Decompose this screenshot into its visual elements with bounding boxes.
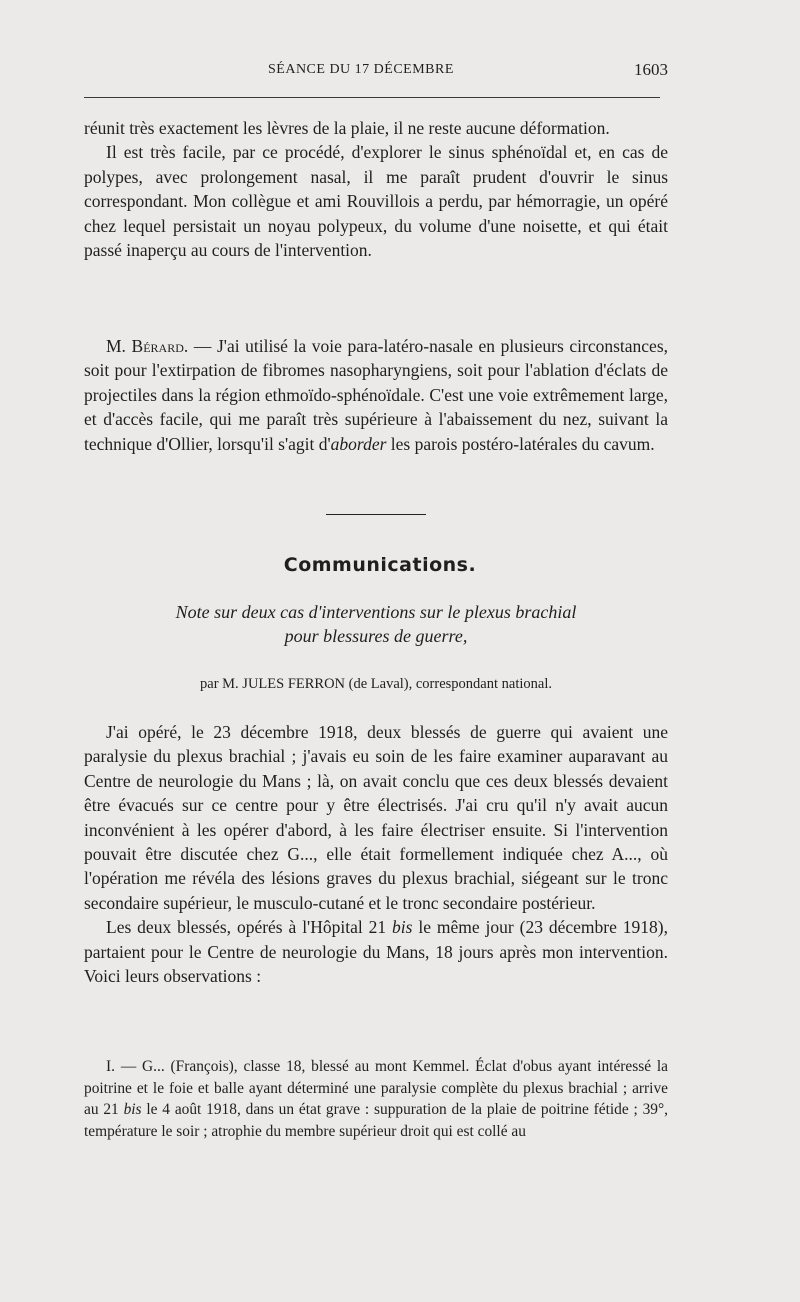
observation-block — [84, 1056, 668, 1142]
page-header — [84, 58, 668, 86]
berard-section — [84, 334, 668, 456]
observation-text-2: le 4 août 1918, dans un état grave : suppuration de la plaie de poitrine fétide ; 39°, température le soir ; atrophie du membre supérieur droit qui est collé au — [84, 1101, 668, 1140]
intro-section — [84, 116, 668, 262]
article-title-line-2: pour blessures de guerre, — [284, 626, 468, 646]
body-p2-text-2: le même jour (23 décembre 1918), partaient pour le Centre de neurologie du Mans, 18 jours après mon intervention. Voici leurs observations : — [84, 917, 668, 987]
berard-emphasis: aborder — [330, 433, 387, 454]
running-title: SÉANCE DU 17 DÉCEMBRE — [268, 62, 454, 77]
observation-paragraph — [84, 1056, 668, 1142]
header-rule — [84, 97, 660, 98]
intro-paragraph-1: réunit très exactement les lèvres de la plaie, il ne reste aucune déformation. — [84, 118, 610, 138]
berard-text-1: — J'ai utilisé la voie para-latéro-nasale en plusieurs circonstances, soit pour l'extirpation de fibromes nasopharyngiens, soit pour l'ablation d'éclats de projectiles dans la région ethmoïdo-sphénoïdale. C'est une voie extrêmement large, et d'accès facile, qui me paraît très supérieure à l'abaissement du nez, suivant la technique d'Ollier, lorsqu'il s'agit d' — [84, 336, 669, 454]
berard-text-2: les parois postéro-latérales du cavum. — [386, 433, 655, 454]
section-title: Communications. — [283, 554, 477, 576]
article-title-line-1: Note sur deux cas d'interventions sur le plexus brachial — [175, 602, 577, 622]
body-paragraph-1: J'ai opéré, le 23 décembre 1918, deux blessés de guerre qui avaient une paralysie du plexus brachial ; j'avais eu soin de les faire examiner auparavant au Centre de neurologie du Mans ; là, on avait conclu que ces deux blessés devaient être évacués sur ce centre pour y être électrisés. J'ai cru qu'il n'y avait aucun inconvénient à les opérer d'abord, à les faire électriser ensuite. Si l'intervention pouvait être discutée chez G..., elle était formellement indiquée chez A..., où l'opération me révéla des lésions graves du plexus brachial, siégeant sur le tronc secondaire supérieur, le musculo-cutané et le tronc secondaire postérieur. — [84, 722, 668, 913]
body-p2-text-1: Les deux blessés, opérés à l'Hôpital 21 — [106, 917, 393, 938]
page-number: 1603 — [634, 60, 668, 79]
berard-paragraph — [84, 334, 668, 456]
article-body — [84, 720, 668, 988]
body-p2-emphasis: bis — [392, 917, 413, 938]
intro-paragraph-2: Il est très facile, par ce procédé, d'explorer le sinus sphénoïdal et, en cas de polypes, avec prolongement nasal, il me paraît prudent d'ouvrir le sinus correspondant. Mon collègue et ami Rouvillois a perdu, par hémorragie, un opéré chez lequel persistait un noyau polypeux, du volume d'une noisette, et qui était passé inaperçu au cours de l'intervention. — [84, 142, 668, 261]
speaker-name: M. Bérard. — [106, 336, 189, 356]
article-title — [84, 600, 668, 648]
observation-text-1: I. — G... (François), classe 18, blessé au mont Kemmel. Éclat d'obus ayant intéressé la poitrine et le foie et balle ayant déterminé une paralysie complète du plexus brachial ; arrive au 21 — [84, 1058, 668, 1118]
section-separator — [326, 514, 426, 515]
article-byline: par M. JULES FERRON (de Laval), correspondant national. — [200, 676, 552, 692]
body-paragraph-2 — [84, 915, 668, 988]
observation-emphasis: bis — [123, 1101, 142, 1118]
